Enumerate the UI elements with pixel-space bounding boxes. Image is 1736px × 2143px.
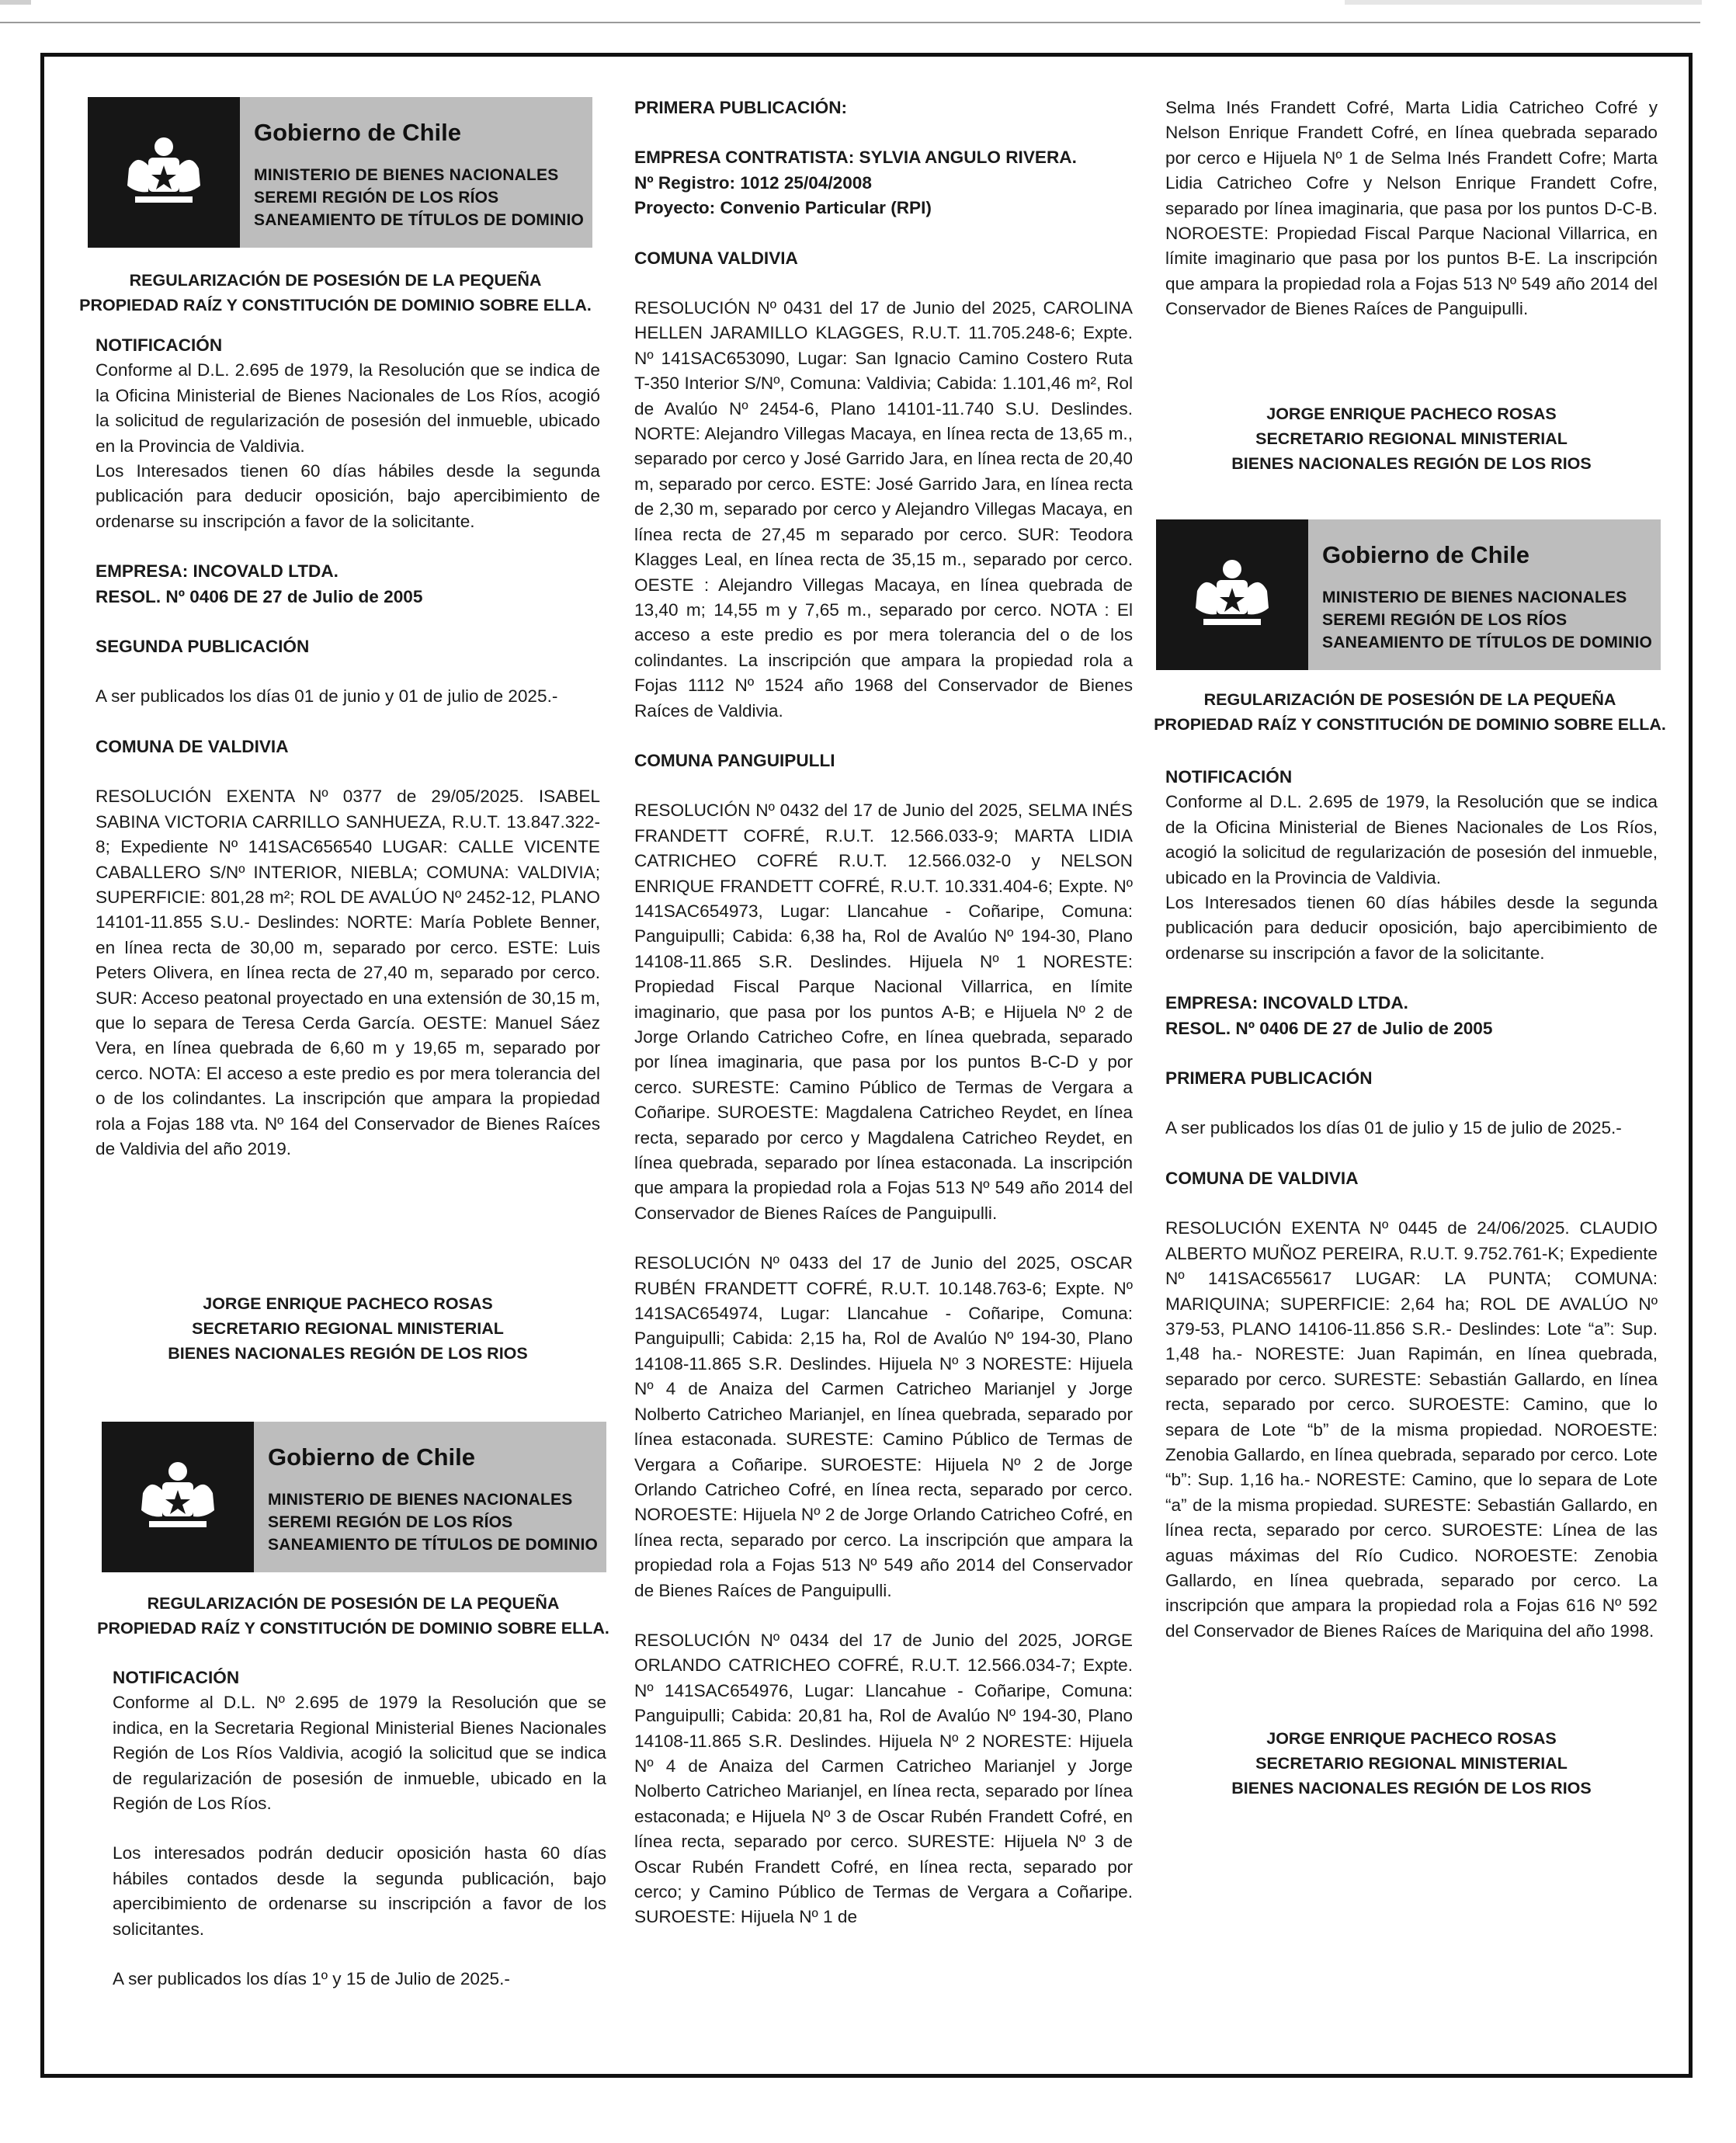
comuna-heading: COMUNA DE VALDIVIA (1165, 1168, 1359, 1188)
gov-line-2: SEREMI REGIÓN DE LOS RÍOS (1322, 611, 1568, 629)
col3-notification (1165, 765, 1658, 1644)
notification-text: Conforme al D.L. 2.695 de 1979, la Resolución que se indica de la Oficina Ministerial de Bienes Nacionales de Los Ríos, acogió la solicitud de regularización de posesión del inmueble, ubicado en la Provincia de Valdivia. (95, 360, 600, 456)
gov-title: Gobierno de Chile (254, 119, 461, 146)
gov-header-1 (88, 97, 592, 248)
notification-text-2: Los Interesados tienen 60 días hábiles desde la segunda publicación para deducir oposición, bajo apercibimiento de ordenarse su inscripción a favor de la solicitante. (1165, 893, 1658, 963)
comuna-heading: COMUNA DE VALDIVIA (95, 736, 289, 756)
signature-3: JORGE ENRIQUE PACHECO ROSAS SECRETARIO REGIONAL MINISTERIAL BIENES NACIONALES REGIÓN DE LOS RIOS (1231, 1729, 1592, 1797)
comuna-heading: COMUNA VALDIVIA (634, 248, 798, 268)
notification-text: Conforme al D.L. 2.695 de 1979, la Resolución que se indica de la Oficina Ministerial de Bienes Nacionales de Los Ríos, acogió la solicitud de regularización de posesión del inmueble, ubicado en la Provincia de Valdivia. (1165, 792, 1658, 887)
publication-heading: SEGUNDA PUBLICACIÓN (95, 637, 310, 657)
col1b-notification (113, 1665, 606, 1992)
registro: Nº Registro: 1012 25/04/2008 (634, 172, 872, 193)
proyecto: Proyecto: Convenio Particular (RPI) (634, 198, 932, 218)
publication-dates: A ser publicados los días 01 de junio y 01 de julio de 2025.- (95, 686, 558, 707)
resol: RESOL. Nº 0406 DE 27 de Julio de 2005 (1165, 1018, 1493, 1038)
gov-line-2: SEREMI REGIÓN DE LOS RÍOS (254, 189, 499, 207)
col3-continuation (1165, 96, 1658, 322)
gov-line-2: SEREMI REGIÓN DE LOS RÍOS (268, 1513, 513, 1531)
gov-line-1: MINISTERIO DE BIENES NACIONALES (254, 166, 559, 184)
notification-text-2: Los interesados podrán deducir oposición hasta 60 días hábiles contados desde la segunda publicación, bajo apercibimiento de ordenarse su inscripción a favor de los solicitantes. (113, 1843, 606, 1939)
gov-line-3: SANEAMIENTO DE TÍTULOS DE DOMINIO (268, 1536, 599, 1554)
signature-2: JORGE ENRIQUE PACHECO ROSAS SECRETARIO REGIONAL MINISTERIAL BIENES NACIONALES REGIÓN DE LOS RIOS (1231, 405, 1592, 473)
publication-dates: A ser publicados los días 1º y 15 de Julio de 2025.- (113, 1969, 510, 1989)
coat-of-arms-icon (1156, 519, 1308, 670)
contratista: EMPRESA CONTRATISTA: SYLVIA ANGULO RIVERA. (634, 148, 1077, 168)
page-corner-mark (0, 0, 31, 5)
reg-title-1: REGULARIZACIÓN DE POSESIÓN DE LA PEQUEÑA PROPIEDAD RAÍZ Y CONSTITUCIÓN DE DOMINIO SOBRE ELLA. (79, 271, 592, 314)
resolution-0434: RESOLUCIÓN Nº 0434 del 17 de Junio del 2025, JORGE ORLANDO CATRICHEO COFRÉ, R.U.T. 12.566.034-7; Expte. Nº 141SAC654976, Lugar: Llancahue - Coñaripe, Comuna: Panguipulli; Cabida: 20,81 ha, Rol de Avalúo Nº 194-30, Plano 14108-11.865 S.R. Deslindes. Hijuela Nº 2 NORESTE: Hijuela Nº 4 de Anaiza del Carmen Catricheo Marianjel y Jorge Nolberto Catricheo Marianjel, en línea recta, separado por línea estaconada; e Hijuela Nº 3 de Oscar Rubén Frandett Cofré, en línea recta, separado por cerco. SURESTE: Hijuela Nº 3 de Oscar Rubén Frandett Cofré, en línea recta, separado por cerco; y Camino Público de Termas de Vergara a Coñaripe. SUROESTE: Hijuela Nº 1 de (634, 1630, 1133, 1927)
publication-heading: PRIMERA PUBLICACIÓN (1165, 1068, 1373, 1089)
reg-title-2: REGULARIZACIÓN DE POSESIÓN DE LA PEQUEÑA PROPIEDAD RAÍZ Y CONSTITUCIÓN DE DOMINIO SOBRE ELLA. (97, 1594, 609, 1638)
page-header-mark (1345, 0, 1702, 5)
gov-line-1: MINISTERIO DE BIENES NACIONALES (268, 1491, 573, 1509)
notification-text-2: Los Interesados tienen 60 días hábiles desde la segunda publicación para deducir oposición, bajo apercibimiento de ordenarse su inscripción a favor de la solicitante. (95, 461, 600, 531)
coat-of-arms-icon (88, 97, 240, 248)
reg-title-3: REGULARIZACIÓN DE POSESIÓN DE LA PEQUEÑA PROPIEDAD RAÍZ Y CONSTITUCIÓN DE DOMINIO SOBRE ELLA. (1154, 690, 1666, 734)
resolution-0431: RESOLUCIÓN Nº 0431 del 17 de Junio del 2025, CAROLINA HELLEN JARAMILLO KLAGGES, R.U.T. 11.705.248-6; Expte. Nº 141SAC653090, Lugar: San Ignacio Camino Costero Ruta T-350 Interior S/Nº, Comuna: Valdivia; Cabida: 1.101,46 m², Rol de Avalúo Nº 2454-6, Plano 14101-11.740 S.U. Deslindes. NORTE: Alejandro Villegas Macaya, en línea recta de 13,65 m., separado por cerco y José Garrido Jara, en línea recta de 20,40 m, separado por cerco. ESTE: José Garrido Jara, en línea recta de 2,30 m, separado por cerco y Alejandro Villegas Macaya, en línea recta de 27,45 m separado por cerco. SUR: Teodora Klagges Leal, en línea recta de 35,15 m., separado por cerco. OESTE : Alejandro Villegas Macaya, en línea quebrada de 13,40 m; 14,55 m y 7,65 m., separado por cerco. NOTA : El acceso a este predio es por mera tolerancia del o de los colindantes. La inscripción que ampara la propiedad rola a Fojas 1112 Nº 1524 año 1968 del Conservador de Bienes Raíces de Valdivia. (634, 298, 1133, 721)
notification-text: Conforme al D.L. Nº 2.695 de 1979 la Resolución que se indica, en la Secretaria Regional Ministerial Bienes Nacionales Región de Los Ríos Valdivia, acogió la solicitud que se indica de regularización de posesión de inmueble, ubicado en la Región de Los Ríos. (113, 1693, 606, 1814)
header-rule (0, 22, 1700, 23)
comuna-heading: COMUNA PANGUIPULLI (634, 750, 835, 770)
col1-notification (95, 333, 600, 1162)
col2-content (634, 96, 1133, 1930)
resolution-0433: RESOLUCIÓN Nº 0433 del 17 de Junio del 2025, OSCAR RUBÉN FRANDETT COFRÉ, R.U.T. 10.148.763-6; Expte. Nº 141SAC654974, Lugar: Llancahue - Coñaripe, Comuna: Panguipulli; Cabida: 2,15 ha, Rol de Avalúo Nº 194-30, Plano 14108-11.865 S.R. Deslindes. Hijuela Nº 3 NORESTE: Hijuela Nº 4 de Anaiza del Carmen Catricheo Marianjel y Jorge Nolberto Catricheo Marianjel, en línea quebrada, separado por línea estaconada. SURESTE: Camino Público de Termas de Vergara a Coñaripe. SUROESTE: Hijuela Nº 2 de Jorge Orlando Catricheo Cofré, en línea recta, separado por cerco. NOROESTE: Hijuela Nº 2 de Jorge Orlando Catricheo Cofré, en línea recta, separado por cerco. La inscripción que ampara la propiedad rola a Fojas 513 Nº 549 año 2014 del Conservador de Bienes Raíces de Panguipulli. (634, 1253, 1133, 1600)
resol: RESOL. Nº 0406 DE 27 de Julio de 2005 (95, 586, 423, 606)
notification-heading: NOTIFICACIÓN (95, 335, 223, 355)
publication-heading: PRIMERA PUBLICACIÓN: (634, 98, 848, 117)
resolution-continuation: Selma Inés Frandett Cofré, Marta Lidia Catricheo Cofré y Nelson Enrique Frandett Cofré, en línea quebrada separado por cerco e Hijuela Nº 1 de Selma Inés Frandett Cofre; Marta Lidia Catricheo Cofre y Nelson Enrique Frandett Cofre, separado por línea imaginaria, que pasa por los puntos D-C-B. NOROESTE: Propiedad Fiscal Parque Nacional Villarrica, en límite imaginario que pasa por los puntos B-E. La inscripción que ampara la propiedad rola a Fojas 513 Nº 549 año 2014 del Conservador de Bienes Raíces de Panguipulli. (1165, 98, 1658, 319)
coat-of-arms-icon (102, 1422, 254, 1572)
empresa: EMPRESA: INCOVALD LTDA. (1165, 993, 1408, 1013)
gov-line-3: SANEAMIENTO DE TÍTULOS DE DOMINIO (254, 211, 585, 229)
notification-heading: NOTIFICACIÓN (113, 1668, 240, 1687)
signature-1: JORGE ENRIQUE PACHECO ROSAS SECRETARIO REGIONAL MINISTERIAL BIENES NACIONALES REGIÓN DE LOS RIOS (168, 1294, 528, 1363)
gov-title: Gobierno de Chile (1322, 541, 1529, 568)
notification-heading: NOTIFICACIÓN (1165, 767, 1293, 787)
gov-header-3 (1156, 519, 1661, 670)
gov-title: Gobierno de Chile (268, 1443, 475, 1471)
gov-line-1: MINISTERIO DE BIENES NACIONALES (1322, 589, 1627, 606)
resolution-text: RESOLUCIÓN EXENTA Nº 0445 de 24/06/2025. CLAUDIO ALBERTO MUÑOZ PEREIRA, R.U.T. 9.752.761-K; Expediente Nº 141SAC655617 LUGAR: LA PUNTA; COMUNA: MARIQUINA; SUPERFICIE: 2,64 ha; ROL DE AVALÚO Nº 379-53, PLANO 14106-11.856 S.R.- Deslindes: Lote “a”: Sup. 1,48 ha.- NORESTE: Juan Rapimán, en línea quebrada, separado por cerco. SURESTE: Sebastián Gallardo, en línea recta, separado por cerco. SUROESTE: Camino, que lo separa de Lote “b” de la misma propiedad. NOROESTE: Zenobia Gallardo, en línea quebrada, separado por cerco. Lote “b”: Sup. 1,16 ha.- NORESTE: Camino, que lo separa de Lote “a” de la misma propiedad. SURESTE: Sebastián Gallardo, en línea recta, separado por cerco. SUROESTE: Línea de las aguas máximas del Río Cudico. NOROESTE: Zenobia Gallardo, en línea quebrada, separado por cerco. La inscripción que ampara la propiedad rola a Fojas 616 Nº 592 del Conservador de Bienes Raíces de Mariquina del año 1998. (1165, 1218, 1658, 1641)
empresa: EMPRESA: INCOVALD LTDA. (95, 561, 339, 582)
resolution-text: RESOLUCIÓN EXENTA Nº 0377 de 29/05/2025. ISABEL SABINA VICTORIA CARRILLO SANHUEZA, R.U.T. 13.847.322-8; Expediente Nº 141SAC656540 LUGAR: CALLE VICENTE CABALLERO S/Nº INTERIOR, NIEBLA; COMUNA: VALDIVIA; SUPERFICIE: 801,28 m²; ROL DE AVALÚO Nº 2452-12, PLANO 14101-11.855 S.U.- Deslindes: NORTE: María Poblete Benner, en línea recta de 30,00 m, separado por cerco. ESTE: Luis Peters Olivera, en línea recta de 27,40 m, separado por cerco. SUR: Acceso peatonal proyectado en una extensión de 30,15 m, que lo separa de Teresa Cerda García. OESTE: Manuel Sáez Vera, en línea quebrada de 6,60 m y 19,65 m, separado por cerco. NOTA: El acceso a este predio es por mera tolerancia del o de los colindantes. La inscripción que ampara la propiedad rola a Fojas 188 vta. Nº 164 del Conservador de Bienes Raíces de Valdivia del año 2019. (95, 787, 600, 1158)
notice-frame (40, 53, 1693, 2078)
gov-header-2 (102, 1422, 606, 1572)
gov-line-3: SANEAMIENTO DE TÍTULOS DE DOMINIO (1322, 634, 1653, 651)
resolution-0432: RESOLUCIÓN Nº 0432 del 17 de Junio del 2025, SELMA INÉS FRANDETT COFRÉ, R.U.T. 12.566.033-9; MARTA LIDIA CATRICHEO COFRÉ R.U.T. 12.566.032-0 y NELSON ENRIQUE FRANDETT COFRÉ, R.U.T. 10.331.404-6; Expte. Nº 141SAC654973, Lugar: Llancahue - Coñaripe, Comuna: Panguipulli; Cabida: 6,38 ha, Rol de Avalúo Nº 194-30, Plano 14108-11.865 S.R. Deslindes. Hijuela Nº 1 NORESTE: Propiedad Fiscal Parque Nacional Villarrica, en límite imaginario, que pasa por los puntos A-B; e Hijuela Nº 2 de Jorge Orlando Catricheo Cofre, en línea quebrada, separado por línea imaginaria, que pasa por los puntos B-C-D y por cerco. SURESTE: Camino Público de Termas de Vergara a Coñaripe. SUROESTE: Magdalena Catricheo Reydet, en línea recta, separado por cerco y Magdalena Catricheo Reydet, en línea quebrada, separado por línea estaconada. La inscripción que ampara la propiedad rola a Fojas 513 Nº 549 año 2014 del Conservador de Bienes Raíces de Panguipulli. (634, 801, 1133, 1223)
publication-dates: A ser publicados los días 01 de julio y 15 de julio de 2025.- (1165, 1118, 1622, 1138)
